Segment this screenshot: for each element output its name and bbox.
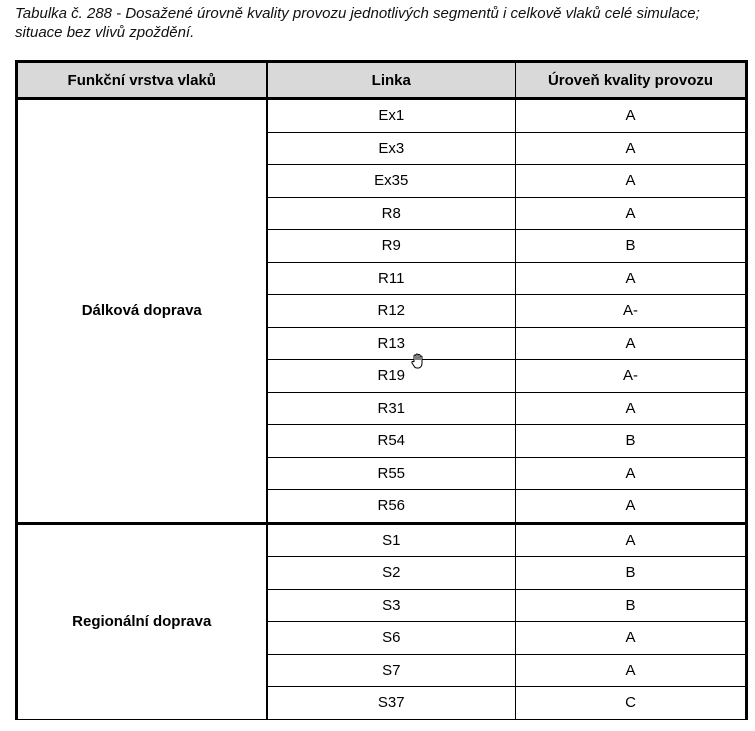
table-caption: Tabulka č. 288 - Dosažené úrovně kvality provozu jednotlivých segmentů i celkově vlaků celé simulace; situace bez vlivů zpoždění. bbox=[15, 5, 700, 41]
table-row bbox=[17, 523, 747, 557]
group-name-cell: Dálková doprava bbox=[17, 99, 267, 524]
quality-cell: A bbox=[516, 654, 747, 687]
quality-cell: A bbox=[516, 262, 747, 295]
quality-cell: A bbox=[516, 165, 747, 198]
quality-cell: A- bbox=[516, 295, 747, 328]
line-cell: S7 bbox=[267, 654, 516, 687]
group-name-cell: Regionální doprava bbox=[17, 523, 267, 719]
line-cell: S3 bbox=[267, 589, 516, 622]
line-cell: S37 bbox=[267, 687, 516, 720]
quality-cell: A bbox=[516, 99, 747, 133]
line-cell: Ex3 bbox=[267, 132, 516, 165]
line-cell: R55 bbox=[267, 457, 516, 490]
quality-cell: B bbox=[516, 557, 747, 590]
line-cell: R13 bbox=[267, 327, 516, 360]
line-cell: S6 bbox=[267, 622, 516, 655]
line-cell: S1 bbox=[267, 523, 516, 557]
quality-cell: A bbox=[516, 132, 747, 165]
line-cell: R8 bbox=[267, 197, 516, 230]
quality-cell: A bbox=[516, 457, 747, 490]
quality-cell: A bbox=[516, 622, 747, 655]
line-cell: R12 bbox=[267, 295, 516, 328]
quality-cell: C bbox=[516, 687, 747, 720]
quality-cell: B bbox=[516, 589, 747, 622]
hand-cursor-icon bbox=[409, 352, 427, 370]
quality-cell: A bbox=[516, 490, 747, 524]
quality-cell: A bbox=[516, 523, 747, 557]
quality-table bbox=[15, 60, 748, 720]
table-header-row bbox=[17, 62, 747, 99]
table-row bbox=[17, 99, 747, 133]
header-quality-level: Úroveň kvality provozu bbox=[516, 62, 747, 99]
line-cell: R31 bbox=[267, 392, 516, 425]
line-cell: R19 bbox=[267, 360, 516, 393]
line-cell: S2 bbox=[267, 557, 516, 590]
line-cell: Ex35 bbox=[267, 165, 516, 198]
line-cell: R11 bbox=[267, 262, 516, 295]
quality-cell: A bbox=[516, 327, 747, 360]
table-body bbox=[17, 99, 747, 720]
quality-cell: B bbox=[516, 425, 747, 458]
quality-cell: B bbox=[516, 230, 747, 263]
line-cell: R56 bbox=[267, 490, 516, 524]
line-cell: R54 bbox=[267, 425, 516, 458]
quality-cell: A- bbox=[516, 360, 747, 393]
header-line: Linka bbox=[267, 62, 516, 99]
header-functional-layer: Funkční vrstva vlaků bbox=[17, 62, 267, 99]
quality-cell: A bbox=[516, 392, 747, 425]
quality-cell: A bbox=[516, 197, 747, 230]
line-cell: R9 bbox=[267, 230, 516, 263]
line-cell: Ex1 bbox=[267, 99, 516, 133]
